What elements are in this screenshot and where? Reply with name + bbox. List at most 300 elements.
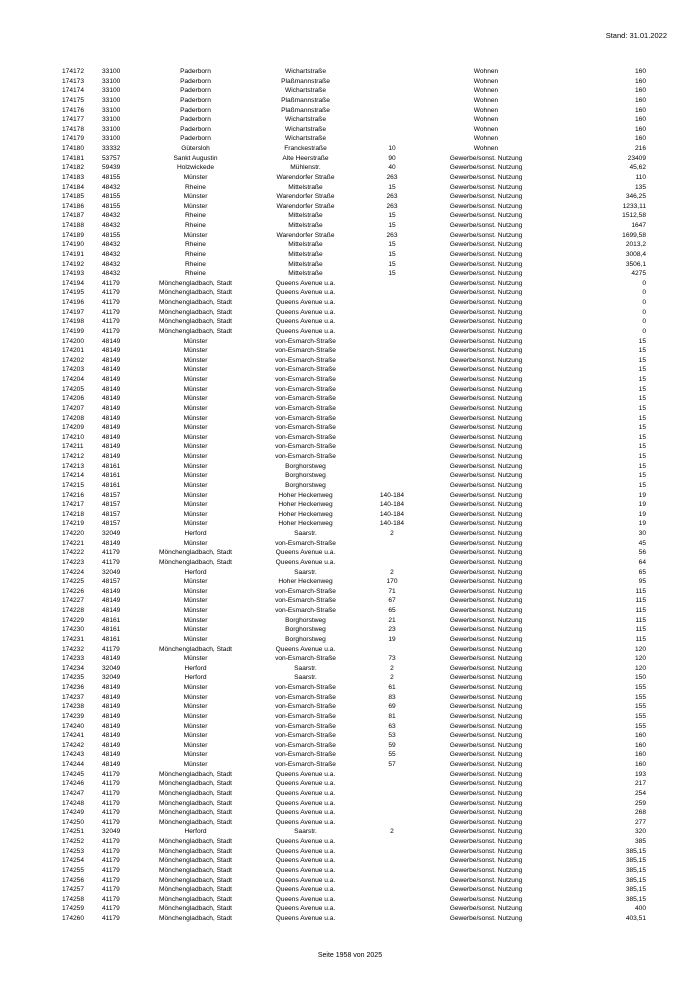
cell-ort: Rheine xyxy=(185,241,206,249)
table-row xyxy=(62,818,646,828)
cell-wert: 268 xyxy=(634,809,646,817)
cell-strasse: Queens Avenue u.a. xyxy=(275,809,336,817)
cell-ort: Münster xyxy=(183,712,208,720)
cell-id: 174194 xyxy=(62,279,85,287)
cell-wert: 193 xyxy=(634,770,646,778)
cell-ort: Mönchengladbach, Stadt xyxy=(159,809,232,817)
cell-ort: Rheine xyxy=(185,260,206,268)
table-row xyxy=(62,895,646,905)
cell-wert: 15 xyxy=(638,347,646,355)
cell-ort: Münster xyxy=(183,597,208,605)
cell-plz: 48149 xyxy=(102,443,121,451)
cell-nutzung: Gewerbe/sonst. Nutzung xyxy=(449,510,523,518)
cell-wert: 160 xyxy=(634,751,646,759)
cell-ort: Münster xyxy=(183,751,208,759)
cell-id: 174214 xyxy=(62,472,85,480)
table-row xyxy=(62,702,646,712)
cell-plz: 48432 xyxy=(102,241,121,249)
cell-ort: Sankt Augustin xyxy=(173,154,218,162)
cell-plz: 48149 xyxy=(102,356,121,364)
cell-wert: 1647 xyxy=(631,222,646,229)
cell-strasse: Mittelstraße xyxy=(288,250,323,258)
cell-ort: Münster xyxy=(183,424,208,432)
cell-nutzung: Gewerbe/sonst. Nutzung xyxy=(449,761,523,768)
page-footer: Seite 1958 von 2025 xyxy=(317,952,383,959)
cell-hausnummer: 71 xyxy=(388,587,396,595)
cell-hausnummer: 61 xyxy=(388,684,396,691)
table-row xyxy=(62,529,646,539)
cell-hausnummer: 140-184 xyxy=(379,501,405,509)
cell-nutzung: Gewerbe/sonst. Nutzung xyxy=(449,876,523,884)
cell-wert: 15 xyxy=(638,443,646,451)
cell-strasse: Mittelstraße xyxy=(288,270,323,278)
cell-plz: 41179 xyxy=(102,279,120,287)
table-row xyxy=(62,260,646,270)
cell-hausnummer xyxy=(368,779,416,789)
cell-ort: Münster xyxy=(183,376,208,383)
cell-strasse: von-Esmarch-Straße xyxy=(275,443,336,451)
cell-plz: 33100 xyxy=(102,125,121,133)
cell-ort: Münster xyxy=(183,655,208,663)
cell-hausnummer xyxy=(368,115,416,125)
cell-plz: 41179 xyxy=(102,838,120,845)
cell-strasse: Hoher Heckenweg xyxy=(278,520,333,528)
cell-nutzung: Gewerbe/sonst. Nutzung xyxy=(449,664,523,672)
cell-ort: Münster xyxy=(183,732,208,740)
cell-wert: 15 xyxy=(638,376,646,383)
cell-nutzung: Gewerbe/sonst. Nutzung xyxy=(449,751,523,759)
cell-ort: Münster xyxy=(183,587,208,595)
cell-wert: 155 xyxy=(634,693,646,701)
cell-wert: 400 xyxy=(634,905,646,913)
table-row xyxy=(62,385,646,395)
cell-nutzung: Gewerbe/sonst. Nutzung xyxy=(449,539,523,547)
cell-wert: 15 xyxy=(638,472,646,480)
cell-strasse: Saarstr. xyxy=(294,568,317,576)
cell-plz: 41179 xyxy=(102,558,120,566)
table-row xyxy=(62,500,646,510)
cell-strasse: Borghorstweg xyxy=(285,481,326,489)
cell-nutzung: Gewerbe/sonst. Nutzung xyxy=(449,154,523,162)
cell-nutzung: Gewerbe/sonst. Nutzung xyxy=(449,530,523,537)
table-row xyxy=(62,722,646,732)
cell-id: 174178 xyxy=(62,125,85,133)
table-row xyxy=(62,635,646,645)
cell-id: 174191 xyxy=(62,250,85,258)
table-row xyxy=(62,308,646,318)
cell-wert: 385,15 xyxy=(625,847,646,855)
cell-wert: 3506,1 xyxy=(625,260,646,268)
cell-hausnummer: 57 xyxy=(388,761,396,768)
cell-strasse: Warendorfer Straße xyxy=(276,231,335,239)
cell-nutzung: Gewerbe/sonst. Nutzung xyxy=(449,222,523,229)
cell-ort: Mönchengladbach, Stadt xyxy=(159,289,232,297)
cell-plz: 48149 xyxy=(102,587,121,595)
table-row xyxy=(62,914,646,924)
cell-id: 174247 xyxy=(62,789,85,797)
cell-ort: Münster xyxy=(183,501,208,509)
cell-plz: 41179 xyxy=(102,645,120,653)
cell-plz: 41179 xyxy=(102,915,120,922)
cell-id: 174202 xyxy=(62,356,85,364)
cell-plz: 48155 xyxy=(102,202,121,210)
cell-id: 174174 xyxy=(62,87,85,95)
cell-hausnummer xyxy=(368,96,416,106)
cell-wert: 160 xyxy=(634,106,646,114)
cell-nutzung: Gewerbe/sonst. Nutzung xyxy=(449,327,523,335)
cell-strasse: Queens Avenue u.a. xyxy=(275,645,336,653)
cell-hausnummer: 140-184 xyxy=(379,491,405,499)
cell-ort: Mönchengladbach, Stadt xyxy=(159,780,232,788)
cell-nutzung: Gewerbe/sonst. Nutzung xyxy=(449,578,523,586)
cell-id: 174184 xyxy=(62,183,85,191)
cell-nutzung: Wohnen xyxy=(473,125,499,133)
cell-nutzung: Gewerbe/sonst. Nutzung xyxy=(449,770,523,778)
table-row xyxy=(62,606,646,616)
cell-strasse: Alte Heerstraße xyxy=(282,154,329,162)
cell-id: 174258 xyxy=(62,895,85,903)
cell-strasse: Borghorstweg xyxy=(285,626,326,634)
cell-nutzung: Gewerbe/sonst. Nutzung xyxy=(449,414,523,422)
cell-plz: 41179 xyxy=(102,809,120,817)
cell-ort: Münster xyxy=(183,635,208,643)
cell-plz: 48149 xyxy=(102,433,121,441)
cell-plz: 48157 xyxy=(102,578,121,586)
table-body xyxy=(62,67,646,924)
cell-plz: 48432 xyxy=(102,260,121,268)
cell-plz: 48149 xyxy=(102,712,121,720)
cell-nutzung: Gewerbe/sonst. Nutzung xyxy=(449,635,523,643)
cell-hausnummer xyxy=(368,327,416,337)
cell-wert: 95 xyxy=(638,578,646,586)
cell-plz: 48149 xyxy=(102,732,121,740)
cell-id: 174233 xyxy=(62,655,85,663)
cell-hausnummer: 90 xyxy=(388,154,396,162)
cell-wert: 277 xyxy=(634,818,646,826)
table-row xyxy=(62,356,646,366)
cell-strasse: Queens Avenue u.a. xyxy=(275,915,336,922)
cell-nutzung: Gewerbe/sonst. Nutzung xyxy=(449,722,523,730)
cell-id: 174186 xyxy=(62,202,85,210)
cell-nutzung: Gewerbe/sonst. Nutzung xyxy=(449,838,523,845)
cell-wert: 56 xyxy=(638,549,646,557)
cell-hausnummer: 19 xyxy=(388,635,396,643)
cell-strasse: Queens Avenue u.a. xyxy=(275,876,336,884)
table-row xyxy=(62,452,646,462)
cell-id: 174236 xyxy=(62,684,85,691)
table-row xyxy=(62,202,646,212)
cell-ort: Mönchengladbach, Stadt xyxy=(159,299,232,306)
cell-strasse: von-Esmarch-Straße xyxy=(275,587,336,595)
cell-plz: 48432 xyxy=(102,250,121,258)
cell-strasse: Borghorstweg xyxy=(285,472,326,480)
cell-hausnummer: 2 xyxy=(390,664,394,672)
cell-ort: Münster xyxy=(183,347,208,355)
cell-plz: 32049 xyxy=(102,674,121,682)
cell-ort: Münster xyxy=(183,684,208,691)
cell-hausnummer: 140-184 xyxy=(379,520,405,528)
cell-wert: 1233,11 xyxy=(622,202,646,210)
cell-strasse: Mittelstraße xyxy=(288,241,323,249)
cell-wert: 160 xyxy=(634,116,646,124)
cell-hausnummer: 83 xyxy=(388,693,396,701)
data-table xyxy=(62,67,646,924)
cell-wert: 4275 xyxy=(631,270,646,278)
cell-plz: 48149 xyxy=(102,722,121,730)
cell-ort: Paderborn xyxy=(180,96,211,104)
cell-plz: 48149 xyxy=(102,366,121,374)
cell-strasse: von-Esmarch-Straße xyxy=(275,414,336,422)
cell-nutzung: Gewerbe/sonst. Nutzung xyxy=(449,847,523,855)
cell-wert: 110 xyxy=(635,173,646,181)
cell-plz: 41179 xyxy=(102,818,120,826)
cell-strasse: Queens Avenue u.a. xyxy=(275,308,336,316)
cell-ort: Münster xyxy=(183,395,208,403)
table-row xyxy=(62,568,646,578)
cell-id: 174222 xyxy=(62,549,85,557)
cell-hausnummer: 2 xyxy=(390,828,394,836)
cell-hausnummer: 69 xyxy=(388,703,396,711)
cell-plz: 48149 xyxy=(102,693,121,701)
cell-wert: 160 xyxy=(634,741,646,749)
cell-hausnummer: 140-184 xyxy=(379,510,405,518)
cell-ort: Münster xyxy=(183,202,208,210)
cell-ort: Münster xyxy=(183,356,208,364)
table-row xyxy=(62,645,646,655)
cell-strasse: Wichartstraße xyxy=(284,125,327,133)
cell-ort: Rheine xyxy=(185,222,206,229)
cell-strasse: von-Esmarch-Straße xyxy=(275,712,336,720)
cell-hausnummer xyxy=(368,442,416,452)
table-row xyxy=(62,269,646,279)
cell-id: 174224 xyxy=(62,568,85,576)
cell-id: 174211 xyxy=(62,443,84,451)
cell-plz: 48149 xyxy=(102,414,121,422)
table-row xyxy=(62,288,646,298)
cell-hausnummer: 15 xyxy=(388,212,396,220)
table-row xyxy=(62,298,646,308)
table-row xyxy=(62,885,646,895)
table-row xyxy=(62,866,646,876)
cell-plz: 33100 xyxy=(102,77,121,85)
cell-nutzung: Gewerbe/sonst. Nutzung xyxy=(449,212,523,220)
cell-hausnummer xyxy=(368,77,416,87)
cell-nutzung: Gewerbe/sonst. Nutzung xyxy=(449,337,523,345)
cell-nutzung: Gewerbe/sonst. Nutzung xyxy=(449,491,523,499)
table-row xyxy=(62,125,646,135)
cell-hausnummer: 63 xyxy=(388,722,396,730)
cell-wert: 0 xyxy=(642,318,646,326)
cell-id: 174189 xyxy=(62,231,85,239)
cell-nutzung: Gewerbe/sonst. Nutzung xyxy=(449,520,523,528)
cell-strasse: Wichartstraße xyxy=(284,116,327,124)
cell-hausnummer xyxy=(368,481,416,491)
cell-ort: Mönchengladbach, Stadt xyxy=(159,308,232,316)
cell-strasse: von-Esmarch-Straße xyxy=(275,741,336,749)
cell-ort: Paderborn xyxy=(180,77,211,85)
table-row xyxy=(62,231,646,241)
table-row xyxy=(62,394,646,404)
cell-strasse: Queens Avenue u.a. xyxy=(275,895,336,903)
cell-wert: 15 xyxy=(638,414,646,422)
cell-wert: 160 xyxy=(634,68,646,75)
cell-strasse: Queens Avenue u.a. xyxy=(275,886,336,894)
cell-ort: Herford xyxy=(184,828,207,836)
cell-strasse: von-Esmarch-Straße xyxy=(275,376,336,383)
cell-ort: Mönchengladbach, Stadt xyxy=(159,915,232,922)
cell-strasse: Queens Avenue u.a. xyxy=(275,549,336,557)
cell-id: 174203 xyxy=(62,366,85,374)
cell-hausnummer xyxy=(368,404,416,414)
cell-hausnummer: 15 xyxy=(388,260,396,268)
cell-wert: 160 xyxy=(634,96,646,104)
cell-hausnummer xyxy=(368,856,416,866)
cell-hausnummer: 23 xyxy=(388,626,396,634)
cell-id: 174229 xyxy=(62,616,85,624)
cell-nutzung: Gewerbe/sonst. Nutzung xyxy=(449,866,523,874)
cell-hausnummer xyxy=(368,895,416,905)
cell-hausnummer xyxy=(368,645,416,655)
cell-wert: 3008,4 xyxy=(625,250,646,258)
table-row xyxy=(62,558,646,568)
cell-hausnummer xyxy=(368,356,416,366)
cell-plz: 48161 xyxy=(102,462,121,470)
cell-ort: Münster xyxy=(183,520,208,528)
cell-strasse: Plaßmannstraße xyxy=(281,106,330,114)
cell-id: 174235 xyxy=(62,674,85,682)
cell-nutzung: Gewerbe/sonst. Nutzung xyxy=(449,193,523,201)
cell-id: 174187 xyxy=(62,212,85,220)
cell-wert: 115 xyxy=(635,607,646,614)
cell-nutzung: Gewerbe/sonst. Nutzung xyxy=(449,818,523,826)
table-row xyxy=(62,279,646,289)
cell-plz: 48149 xyxy=(102,751,121,759)
cell-nutzung: Gewerbe/sonst. Nutzung xyxy=(449,626,523,634)
cell-hausnummer: 263 xyxy=(386,173,398,181)
cell-nutzung: Gewerbe/sonst. Nutzung xyxy=(449,481,523,489)
cell-ort: Münster xyxy=(183,193,208,201)
cell-ort: Paderborn xyxy=(180,116,211,124)
cell-strasse: von-Esmarch-Straße xyxy=(275,761,336,768)
cell-nutzung: Gewerbe/sonst. Nutzung xyxy=(449,443,523,451)
cell-plz: 32049 xyxy=(102,828,121,836)
table-row xyxy=(62,327,646,337)
table-row xyxy=(62,144,646,154)
table-row xyxy=(62,741,646,751)
cell-nutzung: Gewerbe/sonst. Nutzung xyxy=(449,886,523,894)
cell-wert: 120 xyxy=(634,655,646,663)
table-row xyxy=(62,760,646,770)
cell-wert: 254 xyxy=(634,789,646,797)
cell-ort: Mönchengladbach, Stadt xyxy=(159,558,232,566)
cell-ort: Münster xyxy=(183,173,208,181)
cell-plz: 48149 xyxy=(102,655,121,663)
table-row xyxy=(62,77,646,87)
cell-plz: 48149 xyxy=(102,395,121,403)
cell-id: 174176 xyxy=(62,106,85,114)
stand-date: Stand: 31.01.2022 xyxy=(605,31,667,40)
cell-hausnummer xyxy=(368,346,416,356)
cell-wert: 19 xyxy=(638,501,646,509)
cell-id: 174218 xyxy=(62,510,85,518)
cell-id: 174238 xyxy=(62,703,85,711)
cell-strasse: Queens Avenue u.a. xyxy=(275,318,336,326)
table-row xyxy=(62,808,646,818)
cell-ort: Rheine xyxy=(185,212,206,220)
cell-hausnummer xyxy=(368,134,416,144)
table-row xyxy=(62,96,646,106)
cell-wert: 45 xyxy=(638,539,646,547)
table-row xyxy=(62,423,646,433)
cell-wert: 115 xyxy=(635,597,646,605)
cell-hausnummer: 15 xyxy=(388,270,396,278)
cell-hausnummer xyxy=(368,837,416,847)
cell-strasse: von-Esmarch-Straße xyxy=(275,693,336,701)
table-row xyxy=(62,106,646,116)
table-row xyxy=(62,433,646,443)
cell-hausnummer xyxy=(368,914,416,924)
cell-strasse: Queens Avenue u.a. xyxy=(275,279,336,287)
cell-plz: 33332 xyxy=(102,145,121,152)
cell-ort: Mönchengladbach, Stadt xyxy=(159,327,232,335)
cell-plz: 48149 xyxy=(102,607,121,614)
cell-plz: 48157 xyxy=(102,491,121,499)
cell-id: 174232 xyxy=(62,645,85,653)
cell-wert: 0 xyxy=(642,327,646,335)
cell-ort: Mönchengladbach, Stadt xyxy=(159,318,232,326)
cell-ort: Mönchengladbach, Stadt xyxy=(159,866,232,874)
cell-wert: 385,15 xyxy=(625,895,646,903)
cell-plz: 48149 xyxy=(102,424,121,432)
cell-id: 174172 xyxy=(62,68,85,75)
cell-nutzung: Gewerbe/sonst. Nutzung xyxy=(449,183,523,191)
cell-strasse: Hoher Heckenweg xyxy=(278,578,333,586)
cell-id: 174181 xyxy=(62,154,85,162)
table-row xyxy=(62,779,646,789)
cell-id: 174231 xyxy=(62,635,85,643)
cell-strasse: Franckestraße xyxy=(284,145,327,152)
cell-plz: 41179 xyxy=(102,876,120,884)
cell-ort: Herford xyxy=(184,674,207,682)
cell-nutzung: Gewerbe/sonst. Nutzung xyxy=(449,789,523,797)
cell-strasse: Mittelstraße xyxy=(288,260,323,268)
cell-nutzung: Gewerbe/sonst. Nutzung xyxy=(449,356,523,364)
cell-id: 174244 xyxy=(62,761,85,768)
cell-plz: 48161 xyxy=(102,481,121,489)
cell-ort: Mönchengladbach, Stadt xyxy=(159,645,232,653)
cell-nutzung: Gewerbe/sonst. Nutzung xyxy=(449,202,523,210)
cell-wert: 0 xyxy=(642,308,646,316)
cell-wert: 385,15 xyxy=(625,876,646,884)
cell-ort: Münster xyxy=(183,231,208,239)
cell-id: 174193 xyxy=(62,270,85,278)
cell-strasse: Wichartstraße xyxy=(284,135,327,143)
cell-plz: 33100 xyxy=(102,135,121,143)
cell-wert: 385,15 xyxy=(625,857,646,865)
table-row xyxy=(62,799,646,809)
cell-plz: 33100 xyxy=(102,68,121,75)
cell-ort: Mönchengladbach, Stadt xyxy=(159,838,232,845)
cell-hausnummer: 263 xyxy=(386,202,398,210)
cell-id: 174216 xyxy=(62,491,85,499)
table-row xyxy=(62,673,646,683)
table-row xyxy=(62,173,646,183)
cell-strasse: Saarstr. xyxy=(294,674,317,682)
cell-plz: 48432 xyxy=(102,183,121,191)
cell-hausnummer xyxy=(368,375,416,385)
cell-plz: 41179 xyxy=(102,327,120,335)
cell-wert: 155 xyxy=(634,684,646,691)
